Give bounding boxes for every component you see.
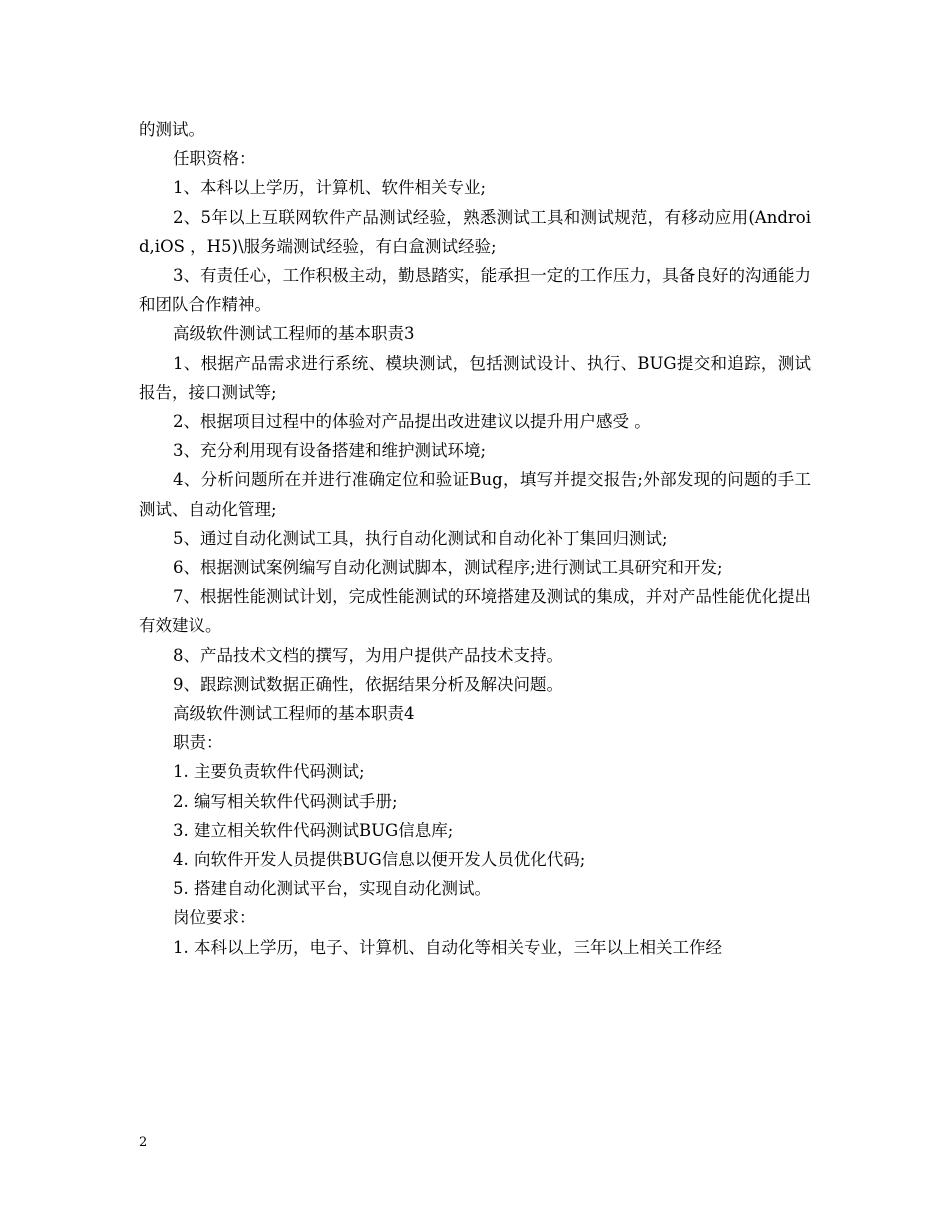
paragraph: 7、根据性能测试计划，完成性能测试的环境搭建及测试的集成，并对产品性能优化提出有效建议。: [139, 587, 811, 636]
paragraph: 的测试。: [139, 120, 205, 139]
paragraph: 9、跟踪测试数据正确性，依据结果分析及解决问题。: [173, 674, 563, 694]
paragraph: 1、根据产品需求进行系统、模块测试，包括测试设计、执行、BUG提交和追踪，测试报告，接口测试等;: [139, 353, 811, 402]
paragraph: 2、根据项目过程中的体验对产品提出改进建议以提升用户感受 。: [173, 412, 651, 432]
paragraph: 3、有责任心，工作积极主动，勤恳踏实，能承担一定的工作压力，具备良好的沟通能力和团队合作精神。: [139, 266, 811, 315]
paragraph: 6、根据测试案例编写自动化测试脚本，测试程序;进行测试工具研究和开发;: [173, 558, 723, 578]
paragraph: 任职资格：: [173, 149, 256, 169]
paragraph: 3、充分利用现有设备搭建和维护测试环境;: [173, 441, 487, 461]
paragraph: 1、本科以上学历，计算机、软件相关专业;: [173, 178, 487, 198]
section-heading: 高级软件测试工程师的基本职责4: [173, 704, 415, 724]
paragraph: 2、5年以上互联网软件产品测试经验，熟悉测试工具和测试规范，有移动应用(Android,iOS ，H5)\服务端测试经验，有白盒测试经验;: [139, 207, 811, 256]
paragraph: 1. 本科以上学历，电子、计算机、自动化等相关专业，三年以上相关工作经: [173, 937, 722, 957]
section-heading: 高级软件测试工程师的基本职责3: [173, 324, 415, 344]
paragraph: 2. 编写相关软件代码测试手册;: [173, 791, 398, 811]
paragraph: 4. 向软件开发人员提供BUG信息以便开发人员优化代码;: [173, 850, 586, 870]
document-body: [139, 115, 811, 962]
paragraph: 4、分析问题所在并进行准确定位和验证Bug，填写并提交报告;外部发现的问题的手工测试、自动化管理;: [139, 470, 811, 519]
paragraph: 5、通过自动化测试工具，执行自动化测试和自动化补丁集回归测试;: [173, 528, 668, 548]
page-number: 2: [139, 1135, 148, 1150]
paragraph: 3. 建立相关软件代码测试BUG信息库;: [173, 820, 454, 840]
paragraph: 职责：: [173, 733, 223, 753]
paragraph: 岗位要求：: [173, 908, 256, 928]
paragraph: 5. 搭建自动化测试平台，实现自动化测试。: [173, 879, 491, 899]
paragraph: 8、产品技术文档的撰写，为用户提供产品技术支持。: [173, 645, 563, 665]
paragraph: 1. 主要负责软件代码测试;: [173, 762, 365, 782]
